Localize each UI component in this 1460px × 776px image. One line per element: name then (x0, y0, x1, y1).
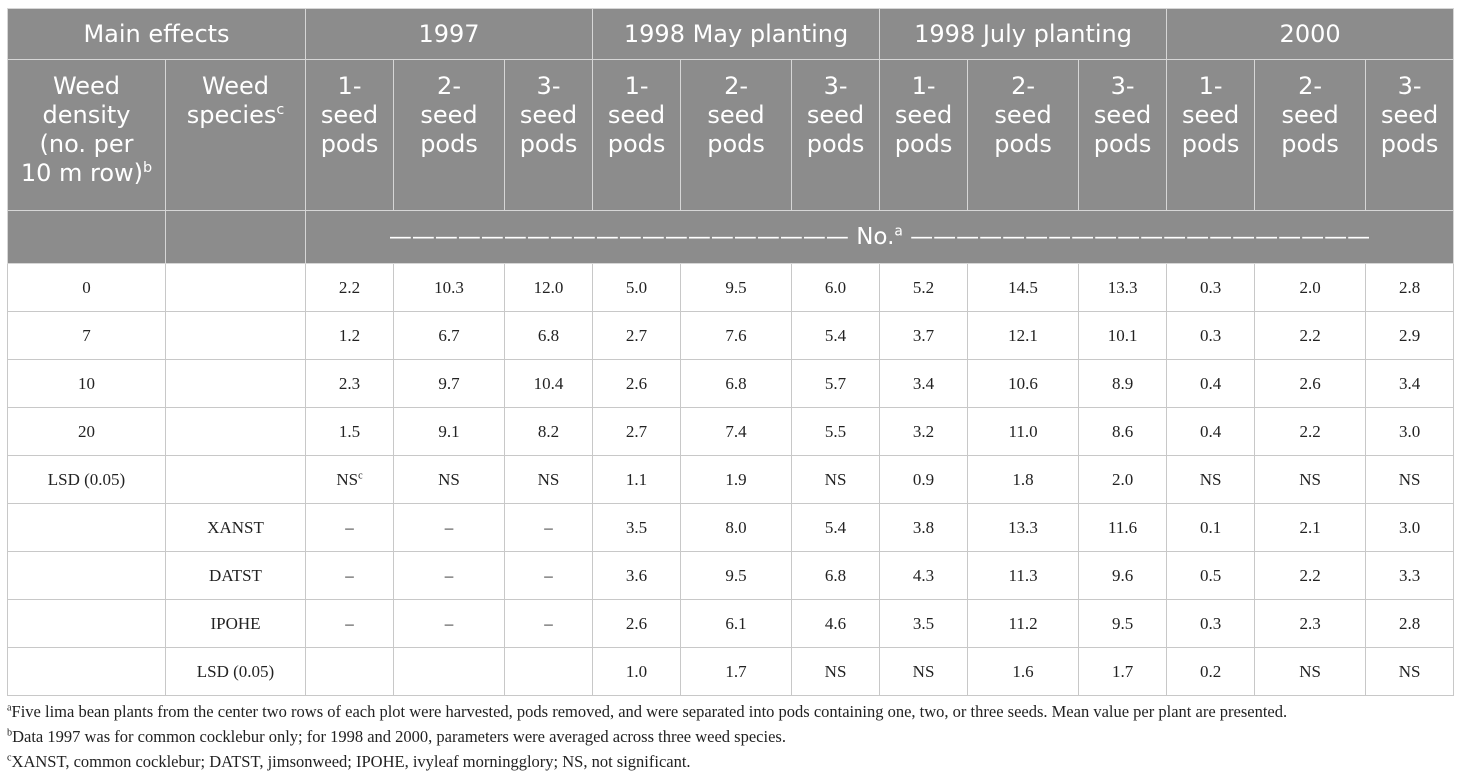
value-cell: 8.2 (505, 408, 593, 456)
value-cell: 1.6 (968, 648, 1079, 696)
weed-species-cell: XANST (166, 504, 306, 552)
value-cell: 2.8 (1366, 600, 1454, 648)
value-text: NS (336, 469, 359, 489)
weed-species-cell (166, 456, 306, 504)
value-cell: 1.2 (306, 312, 394, 360)
pod-column-header: 1- seed pods (593, 60, 681, 211)
value-cell: 5.4 (792, 504, 880, 552)
footnote-mark: c (7, 752, 12, 764)
weed-species-footnote-mark: c (276, 102, 285, 118)
value-cell: 0.4 (1167, 408, 1255, 456)
data-table (7, 8, 1454, 696)
group-header-2000: 2000 (1167, 9, 1454, 60)
value-cell: – (505, 600, 593, 648)
value-cell: 0.3 (1167, 312, 1255, 360)
value-cell: NS (1366, 648, 1454, 696)
weed-species-cell: LSD (0.05) (166, 648, 306, 696)
value-cell: 2.6 (593, 600, 681, 648)
value-cell: NS (505, 456, 593, 504)
table-row (8, 408, 1454, 456)
value-cell: 6.8 (792, 552, 880, 600)
units-footnote-mark: a (894, 223, 903, 240)
value-cell: 0.2 (1167, 648, 1255, 696)
value-cell: 1.9 (681, 456, 792, 504)
table-container (7, 8, 1453, 776)
pod-column-header: 3- seed pods (792, 60, 880, 211)
value-cell: 3.0 (1366, 408, 1454, 456)
table-row (8, 456, 1454, 504)
header-row-units (8, 211, 1454, 264)
main-effects-header: Main effects (8, 9, 306, 60)
footnote-text: Data 1997 was for common cocklebur only; for 1998 and 2000, parameters were averaged across three weed species. (12, 727, 786, 746)
weed-species-cell (166, 264, 306, 312)
value-cell: 10.3 (394, 264, 505, 312)
table-row (8, 600, 1454, 648)
value-cell: 0.1 (1167, 504, 1255, 552)
value-cell: 13.3 (1079, 264, 1167, 312)
value-cell: 2.2 (306, 264, 394, 312)
value-cell: 0.4 (1167, 360, 1255, 408)
value-cell: NS (880, 648, 968, 696)
weed-species-cell: IPOHE (166, 600, 306, 648)
value-cell: NS (1167, 456, 1255, 504)
value-cell: – (505, 552, 593, 600)
pod-column-header: 2- seed pods (968, 60, 1079, 211)
value-cell: 2.7 (593, 408, 681, 456)
pod-column-header: 3- seed pods (1079, 60, 1167, 211)
value-cell: 11.2 (968, 600, 1079, 648)
value-cell: 3.3 (1366, 552, 1454, 600)
value-cell: 0.3 (1167, 264, 1255, 312)
weed-density-header (8, 60, 166, 211)
value-cell: 12.0 (505, 264, 593, 312)
value-cell: 10.4 (505, 360, 593, 408)
value-cell: – (394, 504, 505, 552)
value-cell: 6.8 (505, 312, 593, 360)
value-cell: NS (1366, 456, 1454, 504)
value-cell: – (306, 504, 394, 552)
table-body (8, 264, 1454, 696)
weed-species-label: Weed species (186, 72, 277, 129)
weed-species-cell (166, 408, 306, 456)
value-cell: 1.1 (593, 456, 681, 504)
value-cell: 6.0 (792, 264, 880, 312)
units-dashes-left: ———————————————————— (388, 224, 857, 250)
value-cell: 2.3 (1255, 600, 1366, 648)
footnote-text: Five lima bean plants from the center two rows of each plot were harvested, pods removed, and were separated into pods containing one, two, or three seeds. Mean value per plant are presented. (11, 702, 1288, 721)
footnote-mark: a (7, 702, 12, 714)
value-cell: 9.1 (394, 408, 505, 456)
weed-density-cell (8, 504, 166, 552)
footnote-text: XANST, common cocklebur; DATST, jimsonweed; IPOHE, ivyleaf morningglory; NS, not significant. (11, 752, 691, 771)
value-cell: 3.5 (880, 600, 968, 648)
weed-density-cell: 10 (8, 360, 166, 408)
value-cell: 9.7 (394, 360, 505, 408)
pod-column-header: 1- seed pods (306, 60, 394, 211)
weed-density-cell: 20 (8, 408, 166, 456)
group-header-1998-may: 1998 May planting (593, 9, 880, 60)
footnote (7, 701, 1453, 723)
value-cell: 9.6 (1079, 552, 1167, 600)
table-row (8, 504, 1454, 552)
value-cell (505, 648, 593, 696)
weed-species-cell: DATST (166, 552, 306, 600)
value-cell: 1.8 (968, 456, 1079, 504)
pod-column-header: 2- seed pods (1255, 60, 1366, 211)
value-cell (394, 648, 505, 696)
value-cell: 8.6 (1079, 408, 1167, 456)
value-cell: 2.2 (1255, 408, 1366, 456)
units-blank-cell (166, 211, 306, 264)
footnote-mark: b (7, 727, 13, 739)
value-cell: 6.1 (681, 600, 792, 648)
value-cell (306, 648, 394, 696)
value-cell: NS (792, 456, 880, 504)
value-cell: 3.4 (1366, 360, 1454, 408)
units-label: No. (856, 224, 895, 250)
value-cell: 1.0 (593, 648, 681, 696)
value-cell (306, 456, 394, 504)
value-cell: 0.5 (1167, 552, 1255, 600)
value-cell: NS (394, 456, 505, 504)
value-cell: 1.5 (306, 408, 394, 456)
pod-column-header: 1- seed pods (1167, 60, 1255, 211)
header-row-columns (8, 60, 1454, 211)
value-cell: 2.7 (593, 312, 681, 360)
value-cell: 9.5 (681, 264, 792, 312)
value-cell: 2.2 (1255, 312, 1366, 360)
header-row-groups (8, 9, 1454, 60)
value-cell: 9.5 (681, 552, 792, 600)
value-cell: – (394, 600, 505, 648)
weed-density-cell (8, 552, 166, 600)
value-cell: 14.5 (968, 264, 1079, 312)
value-cell: 5.7 (792, 360, 880, 408)
weed-density-cell: LSD (0.05) (8, 456, 166, 504)
value-cell: 11.3 (968, 552, 1079, 600)
value-cell: 11.6 (1079, 504, 1167, 552)
value-cell: NS (1255, 456, 1366, 504)
value-cell: 9.5 (1079, 600, 1167, 648)
value-cell: 10.6 (968, 360, 1079, 408)
value-cell: 10.1 (1079, 312, 1167, 360)
group-header-1998-july: 1998 July planting (880, 9, 1167, 60)
value-cell: 6.8 (681, 360, 792, 408)
value-cell: 3.8 (880, 504, 968, 552)
pod-column-header: 2- seed pods (681, 60, 792, 211)
units-blank-cell (8, 211, 166, 264)
table-row (8, 552, 1454, 600)
table-row (8, 360, 1454, 408)
value-cell: 2.0 (1079, 456, 1167, 504)
value-cell: 5.2 (880, 264, 968, 312)
units-dashes-right: ———————————————————— (902, 224, 1371, 250)
value-cell: 3.4 (880, 360, 968, 408)
weed-density-cell (8, 600, 166, 648)
pod-column-header: 1- seed pods (880, 60, 968, 211)
value-cell: 11.0 (968, 408, 1079, 456)
value-cell: 2.6 (593, 360, 681, 408)
value-cell: – (394, 552, 505, 600)
pod-column-header: 3- seed pods (505, 60, 593, 211)
value-cell: 5.4 (792, 312, 880, 360)
weed-species-cell (166, 360, 306, 408)
table-row (8, 264, 1454, 312)
value-cell: 2.2 (1255, 552, 1366, 600)
value-cell: – (306, 600, 394, 648)
weed-density-cell (8, 648, 166, 696)
units-header (306, 211, 1454, 264)
weed-species-cell (166, 312, 306, 360)
value-cell: 3.6 (593, 552, 681, 600)
weed-density-label: Weed density (no. per 10 m row) (20, 72, 144, 187)
value-cell: 0.9 (880, 456, 968, 504)
value-cell: 0.3 (1167, 600, 1255, 648)
pod-column-header: 2- seed pods (394, 60, 505, 211)
value-cell: 4.6 (792, 600, 880, 648)
value-cell: 3.7 (880, 312, 968, 360)
value-cell: 13.3 (968, 504, 1079, 552)
value-cell: 2.1 (1255, 504, 1366, 552)
value-cell: 5.0 (593, 264, 681, 312)
group-header-1997: 1997 (306, 9, 593, 60)
value-cell: 2.0 (1255, 264, 1366, 312)
value-cell: 2.8 (1366, 264, 1454, 312)
footnotes (7, 701, 1453, 773)
table-row (8, 648, 1454, 696)
value-cell: 7.6 (681, 312, 792, 360)
value-cell: 3.0 (1366, 504, 1454, 552)
value-cell: 3.2 (880, 408, 968, 456)
value-cell: 2.6 (1255, 360, 1366, 408)
value-cell: 8.9 (1079, 360, 1167, 408)
value-cell: – (306, 552, 394, 600)
value-cell: NS (792, 648, 880, 696)
weed-density-cell: 7 (8, 312, 166, 360)
weed-density-footnote-mark: b (143, 160, 153, 176)
pod-column-header: 3- seed pods (1366, 60, 1454, 211)
value-cell: 7.4 (681, 408, 792, 456)
value-cell: 1.7 (681, 648, 792, 696)
table-row (8, 312, 1454, 360)
value-cell: – (505, 504, 593, 552)
value-cell: 2.3 (306, 360, 394, 408)
value-cell: 12.1 (968, 312, 1079, 360)
footnote (7, 726, 1453, 748)
value-cell: NS (1255, 648, 1366, 696)
value-cell: 2.9 (1366, 312, 1454, 360)
value-cell: 4.3 (880, 552, 968, 600)
value-cell: 1.7 (1079, 648, 1167, 696)
value-cell: 8.0 (681, 504, 792, 552)
value-cell: 5.5 (792, 408, 880, 456)
weed-density-cell: 0 (8, 264, 166, 312)
value-cell: 3.5 (593, 504, 681, 552)
weed-species-header (166, 60, 306, 211)
value-footnote-mark: c (358, 469, 363, 481)
value-cell: 6.7 (394, 312, 505, 360)
